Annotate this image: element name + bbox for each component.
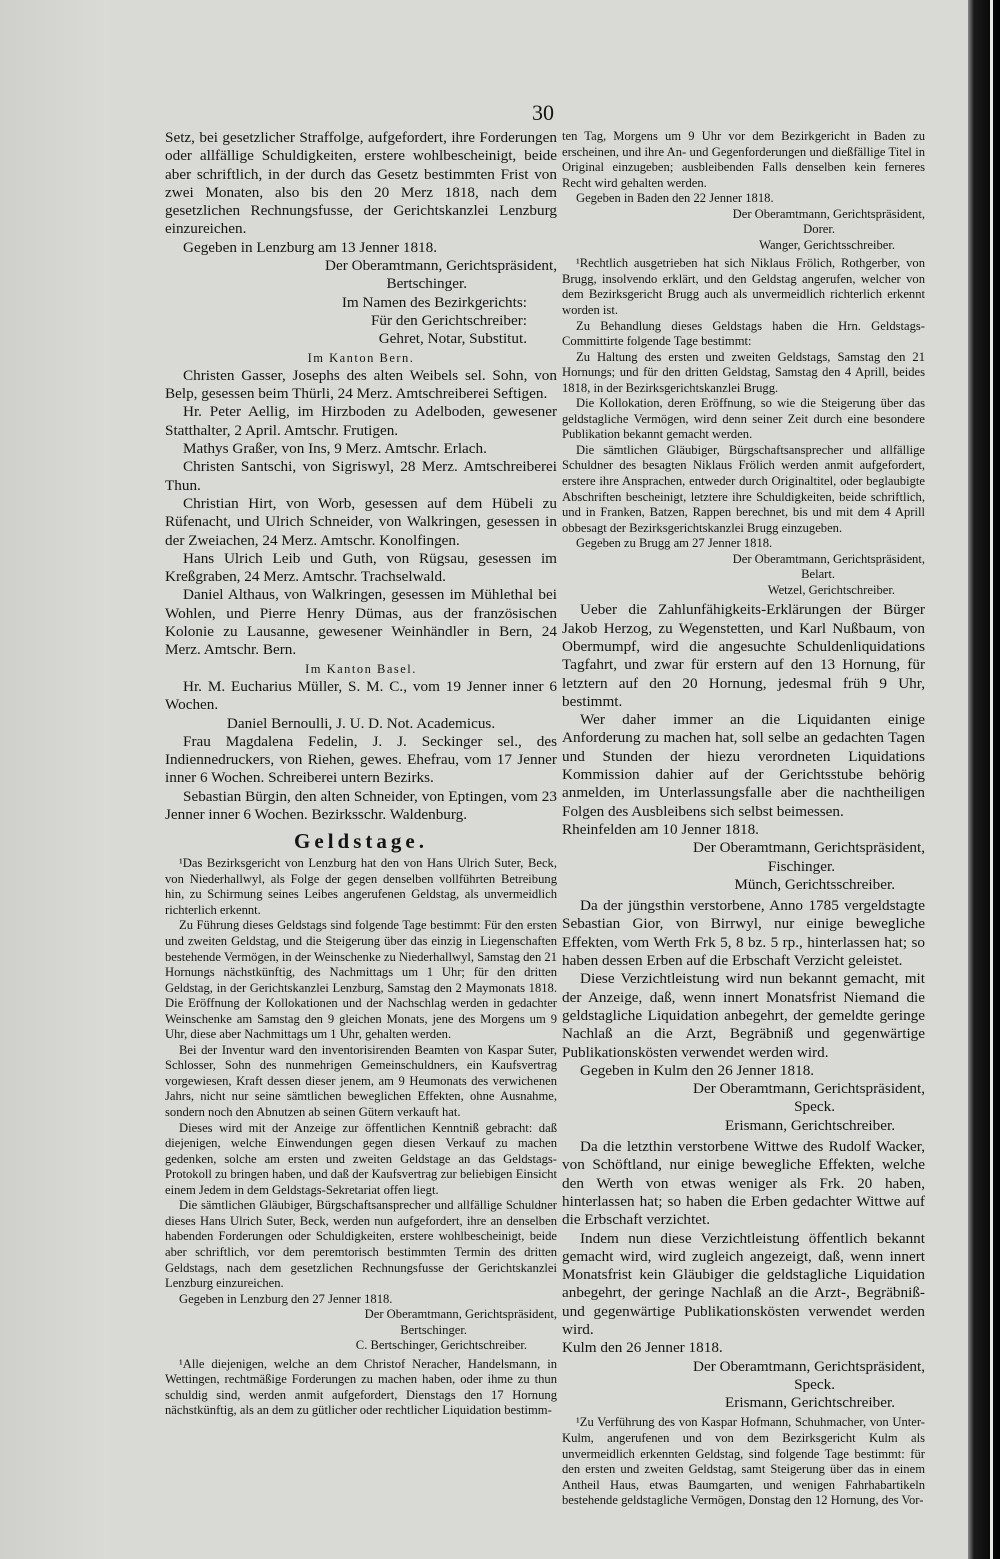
signature-name: Dorer. [803, 222, 835, 237]
section-heading: Geldstage. [294, 829, 428, 854]
signature-title: Der Oberamtmann, Gerichtspräsident, [693, 1357, 925, 1375]
paragraph: Gegeben zu Brugg am 27 Jenner 1818. [576, 536, 773, 551]
canton-heading: Im Kanton Bern. [307, 350, 415, 365]
paragraph: Da die letzthin verstorbene Wittwe des Rudolf Wacker, von Schöftland, nur einige bewegliche Effekten, welche den Werth von etwas weniger als Frk. 20 haben, hinterlassen hat; so haben die Erben gedachter Wittwe auf die Erbschaft verzichtet. [562, 1138, 925, 1229]
signature-line: Wetzel, Gerichtschreiber. [767, 582, 895, 597]
paragraph: Wer daher immer an die Liquidanten einige Anforderung zu machen hat, soll selbe an gedachten Tagen und Stunden der hiezu verordneten Liquidations Kommission dahier auf der Gerichtsstube behörig anmelden, im Unterlassungsfalle aber die nachtheiligen Folgen des Ausbleibens sich selbst beimessen. [562, 711, 925, 820]
signature-line: Wanger, Gerichtsschreiber. [759, 237, 895, 252]
signature-line: Erismann, Gerichtschreiber. [725, 1394, 895, 1412]
paragraph: ¹Zu Verführung des von Kaspar Hofmann, Schuhmacher, von Unter-Kulm, angerufenen und von dem Bezirksgericht Kulm als unvermeidlich erkennten Geldstag, sind folgende Tage bestimmt: für den ersten und zweiten Geldstag, samt Steigerung über das in einem Antheil Haus, etwas Baumgarten, und wenigen Fahrhabartikeln bestehende geldstagliche Vermögen, Donstag den 12 Hornung, des Vor- [562, 1415, 925, 1508]
signature-line: C. Bertschinger, Gerichtschreiber. [355, 1338, 527, 1353]
paragraph: Die sämtlichen Gläubiger, Bürgschaftsansprecher und allfällige Schuldner des besagten Niklaus Frölich werden anmit aufgefordert, erstere ihre Ansprachen, entweder durch Originaltitel, oder beglaubigte Abschriften bescheinigt, letztere ihre Schuldigkeiten, beide schriftlich, und in Franken, Batzen, Rappen berechnet, bis und mit dem 4 Aprill obbesagt der Bezirksgerichtskanzlei Brugg einzugeben. [562, 442, 925, 535]
paragraph: Die sämtlichen Gläubiger, Bürgschaftsansprecher und allfällige Schuldner dieses Hans Ulrich Suter, Beck, werden nun aufgefordert, ihre an denselben habenden Forderungen oder Schuldigkeiten, erstere wohlbescheinigt, beide aber schriftlich, vor dem peremtorisch bestimmten Termin des dritten Geldstags, nach dem gesetzlichen Rechnungsfusse der Gerichtskanzlei Lenzburg einzureichen. [165, 1198, 557, 1291]
paragraph: Da der jüngsthin verstorbene, Anno 1785 vergeldstagte Sebastian Gior, von Birrwyl, nur einige bewegliche Effekten, vom Werth Frk 5, 8 bz. 5 rp., hinterlassen hat; so haben dessen Erben auf die Erbschaft Verzicht geleistet. [562, 897, 925, 970]
paragraph: Gegeben in Lenzburg am 13 Jenner 1818. [183, 238, 438, 256]
paragraph: Hr. M. Eucharius Müller, S. M. C., vom 19 Jenner inner 6 Wochen. [165, 677, 557, 714]
paragraph: ¹Rechtlich ausgetrieben hat sich Niklaus Frölich, Rothgerber, von Brugg, insolvendo erklärt, und den Geldstag angerufen, welcher von dem Bezirksgericht Brugg auch als unvermeidlich richterlich erkennt worden ist. [562, 256, 925, 318]
paragraph: Diese Verzichtleistung wird nun bekannt gemacht, mit der Anzeige, daß, wenn innert Monatsfrist Niemand die geldstagliche Liquidation anbegehrt, der gemeldte geringe Nachlaß an die Arzt, Begräbniß und gegenwärtige Publikationskösten verwendet werden wird. [562, 970, 925, 1061]
signature-title: Der Oberamtmann, Gerichtspräsident, [693, 1080, 925, 1098]
paragraph: Ueber die Zahlunfähigkeits-Erklärungen der Bürger Jakob Herzog, zu Wegenstetten, und Karl Nußbaum, von Obermumpf, wird die angesuchte Schuldenliquidations Tagfahrt, und zwar für erstern auf den 13 Hornung, für letztern auf den 20 Hornung, jedesmal früh 9 Uhr, bestimmt. [562, 601, 925, 710]
paragraph: ten Tag, Morgens um 9 Uhr vor dem Bezirkgericht in Baden zu erscheinen, und ihre An- und Gegenforderungen und dießfällige Titel in Original einzugeben; ausbleibenden Falls denselben kein ferneres Recht wird gehalten werden. [562, 129, 925, 190]
signature-line: Im Namen des Bezirkgerichts: [341, 293, 527, 311]
scan-left-margin [0, 0, 110, 1559]
paragraph: Hans Ulrich Leib und Guth, von Rügsau, gesessen im Kreßgraben, 24 Merz. Amtschr. Trachselwald. [165, 549, 557, 586]
signature-line: Erismann, Gerichtschreiber. [725, 1116, 895, 1134]
paragraph: Gegeben in Baden den 22 Jenner 1818. [576, 191, 774, 206]
paragraph: Rheinfelden am 10 Jenner 1818. [562, 820, 759, 838]
paragraph: ¹Das Bezirksgericht von Lenzburg hat den von Hans Ulrich Suter, Beck, von Niederhallwyl, als Folge der gegen denselben vollführten Betreibung hin, zu Schirmung seines Leibes angerufenen Geldstag, als unvermeidlich richterlich erkennt. [165, 856, 557, 917]
page-edge-line [990, 0, 993, 1559]
signature-name: Bertschinger. [386, 275, 467, 293]
paragraph: ¹Alle diejenigen, welche an dem Christof Neracher, Handelsmann, in Wettingen, rechtmäßige Forderungen zu machen haben, oder ihme zu thun schuldig sind, werden anmit aufgefordert, Dienstags den 17 Hornung nächstkünftig, als an dem zu gütlicher oder rechtlicher Liquidation bestimm- [165, 1356, 557, 1418]
paragraph: Daniel Althaus, von Walkringen, gesessen im Mühlethal bei Wohlen, und Pierre Henry Dümas, aus der französischen Kolonie zu Lausanne, gewesener Weinhändler in Bern, 24 Merz. Amtschr. Bern. [165, 586, 557, 659]
paragraph: Hr. Peter Aellig, im Hirzboden zu Adelboden, gewesener Statthalter, 2 April. Amtschr. Frutigen. [165, 403, 557, 439]
paragraph: Mathys Graßer, von Ins, 9 Merz. Amtschr. Erlach. [183, 440, 487, 458]
scan-right-edge [968, 0, 1000, 1559]
paragraph: Bei der Inventur ward den inventorisirenden Beamten von Kaspar Suter, Schlosser, Sohn des nunmehrigen Gemeinschuldners, ein Kaufsvertrag vorgewiesen, Kraft dessen dieser jenem, am 9 Heumonats des verwichenen Jahrs, nicht nur seine sämtlichen beweglichen Effekten, ohne Ausnahme, sondern noch den Abnutzen ab seinen Gütern verkauft hat. [165, 1042, 557, 1120]
paragraph: Die Kollokation, deren Eröffnung, so wie die Steigerung über das geldstagliche Vermögen, wird denn seiner Zeit durch eine besondere Publikation bekannt gemacht werden. [562, 396, 925, 442]
left-column [165, 129, 557, 1419]
signature-title: Der Oberamtmann, Gerichtspräsident, [325, 257, 557, 275]
signature-line: Münch, Gerichtsschreiber. [734, 875, 895, 893]
signature-name: Speck. [794, 1098, 835, 1116]
paragraph: Sebastian Bürgin, den alten Schneider, von Eptingen, vom 23 Jenner inner 6 Wochen. Bezirksschr. Waldenburg. [165, 787, 557, 823]
paragraph: Gegeben in Lenzburg den 27 Jenner 1818. [179, 1291, 393, 1306]
paragraph: Frau Magdalena Fedelin, J. J. Seckinger sel., des Indiennedruckers, von Riehen, gewes. Ehefrau, vom 17 Jenner inner 6 Wochen. Schreiberei untern Bezirks. [165, 732, 557, 787]
signature-name: Belart. [801, 567, 835, 582]
right-column [562, 129, 925, 1509]
paragraph: Setz, bei gesetzlicher Straffolge, aufgefordert, ihre Forderungen oder allfällige Schuldigkeiten, erstere wohlbescheinigt, beide aber schriftlich, in der durch das Gesetz bestimmten Frist von zwei Monaten, also bis den 20 Merz 1818, nach dem gesetzlichen Rechnungsfusse, der Gerichtskanzlei Lenzburg einzureichen. [165, 129, 557, 238]
signature-name: Bertschinger. [400, 1322, 467, 1337]
paragraph: Zu Führung dieses Geldstags sind folgende Tage bestimmt: Für den ersten und zweiten Geldstag, und die Steigerung über das einzig in Liegenschaften bestehende Vermögen, in der Weinschenke zu Niederhallwyl, Samstag den 21 Hornungs nächstkünftig, des Nachmittags um 1 Uhr; für den dritten Geldstag, in der Gerichtskanzlei Lenzburg, Samstag den 2 Maymonats 1818. Die Eröffnung der Kollokationen und der Nachschlag werden in gedachter Weinschenke am Samstag den 9 gleichen Monats, jene des Morgens um 9 Uhr, diese aber Nachmittags um 1 Uhr, gehalten werden. [165, 918, 557, 1042]
paragraph: Daniel Bernoulli, J. U. D. Not. Academicus. [226, 714, 496, 732]
paragraph: Zu Haltung des ersten und zweiten Geldstags, Samstag den 21 Hornungs; und für den dritten Geldstag, Samstag den 4 Aprill, beides 1818, in der Bezirksgerichtskanzlei Brugg. [562, 349, 925, 395]
paragraph: Zu Behandlung dieses Geldstags haben die Hrn. Geldstags-Committirte folgende Tage bestimmt: [562, 318, 925, 349]
signature-title: Der Oberamtmann, Gerichtspräsident, [732, 206, 925, 221]
paragraph: Gegeben in Kulm den 26 Jenner 1818. [580, 1061, 815, 1079]
paragraph: Dieses wird mit der Anzeige zur öffentlichen Kenntniß gebracht: daß diejenigen, welche Einwendungen gegen diesen Verkauf zu machen gedenken, solche am ersten und zweiten Geldstage an das Geldstags-Protokoll zu bringen haben, und daß der Kaufsvertrag zur beliebigen Einsicht einem Jedem in dem Geldstags-Sekretariat offen liegt. [165, 1120, 557, 1197]
paragraph: Indem nun diese Verzichtleistung öffentlich bekannt gemacht wird, wird zugleich angezeigt, daß, wenn innert Monatsfrist kein Gläubiger die geldstagliche Liquidation anbegehrt, der geringe Nachlaß an die Arzt-, Begräbniß- und gegenwärtige Publikationskösten verwendet werden wird. [562, 1229, 925, 1338]
paragraph: Christian Hirt, von Worb, gesessen auf dem Hübeli zu Rüfenacht, und Ulrich Schneider, von Walkringen, gesessen in der Zweiachen, 24 Merz. Amtschr. Konolfingen. [165, 494, 557, 549]
signature-title: Der Oberamtmann, Gerichtspräsident, [732, 551, 925, 566]
signature-name: Fischinger. [767, 857, 835, 875]
paragraph: Christen Santschi, von Sigriswyl, 28 Merz. Amtschreiberei Thun. [165, 458, 557, 494]
signature-title: Der Oberamtmann, Gerichtspräsident, [364, 1307, 557, 1322]
paragraph: Kulm den 26 Jenner 1818. [562, 1339, 723, 1357]
signature-line: Für den Gerichtschreiber: [370, 311, 527, 329]
signature-name: Speck. [794, 1375, 835, 1393]
signature-title: Der Oberamtmann, Gerichtspräsident, [693, 839, 925, 857]
signature-line: Gehret, Notar, Substitut. [378, 330, 527, 348]
paragraph: Christen Gasser, Josephs des alten Weibels sel. Sohn, von Belp, gesessen beim Thürli, 24 Merz. Amtschreiberei Seftigen. [165, 366, 557, 403]
page-number: 30 [532, 100, 554, 125]
canton-heading: Im Kanton Basel. [305, 661, 417, 676]
